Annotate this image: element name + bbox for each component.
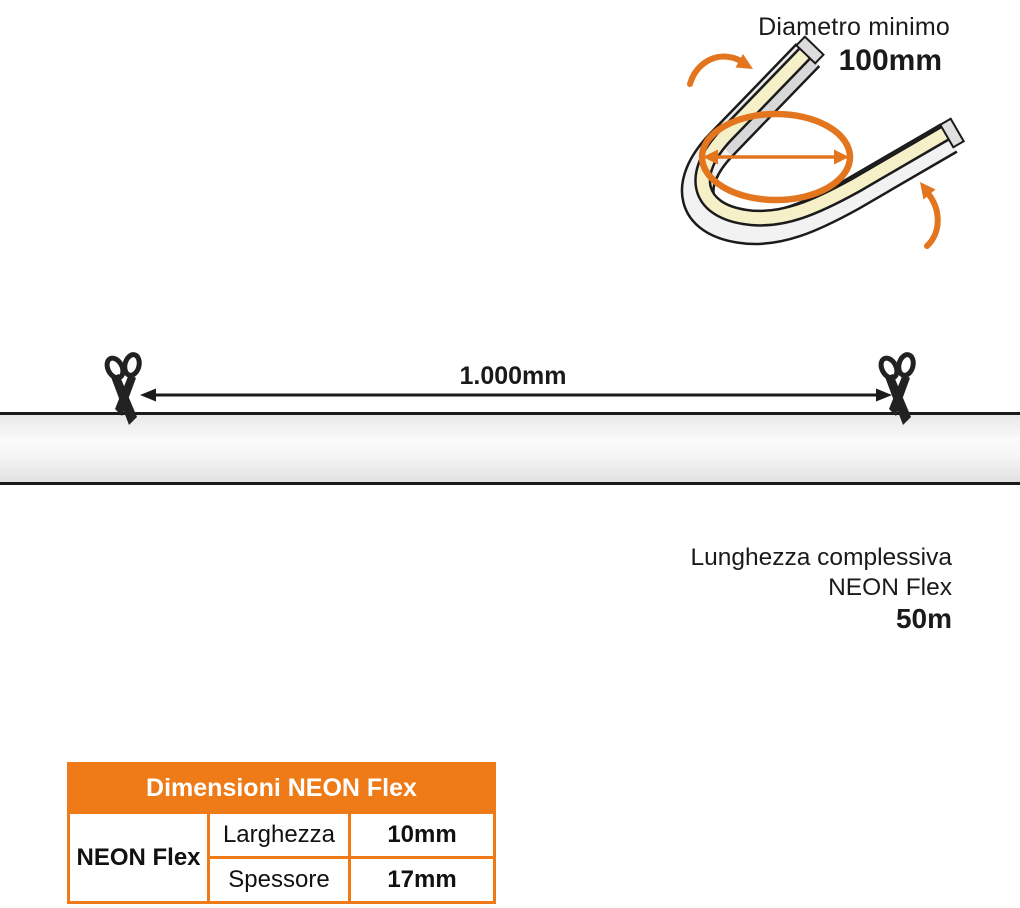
total-length-line1: Lunghezza complessiva — [690, 544, 952, 571]
table-cell-label: Larghezza — [209, 813, 350, 858]
table-cell-value: 17mm — [350, 858, 495, 903]
bend-diagram-value: 100mm — [838, 44, 942, 77]
scissors-icon — [104, 353, 141, 425]
dimensions-table — [67, 762, 496, 904]
table-cell-label: Spessore — [209, 858, 350, 903]
bend-direction-arrow-icon — [920, 182, 938, 246]
bend-direction-arrow-icon — [690, 54, 753, 84]
scissors-icon — [878, 353, 915, 425]
table-cell-value: 10mm — [350, 813, 495, 858]
table-row — [69, 813, 495, 858]
total-length-line2: NEON Flex — [828, 574, 952, 601]
diameter-ellipse-icon — [702, 114, 850, 200]
dimensions-table-title: Dimensioni NEON Flex — [69, 764, 495, 813]
cut-length-label: 1.000mm — [459, 362, 567, 390]
total-length-value: 50m — [895, 603, 952, 634]
table-row-header: NEON Flex — [69, 813, 209, 903]
bend-diagram-title: Diametro minimo — [758, 13, 950, 41]
total-length-block — [691, 543, 953, 635]
